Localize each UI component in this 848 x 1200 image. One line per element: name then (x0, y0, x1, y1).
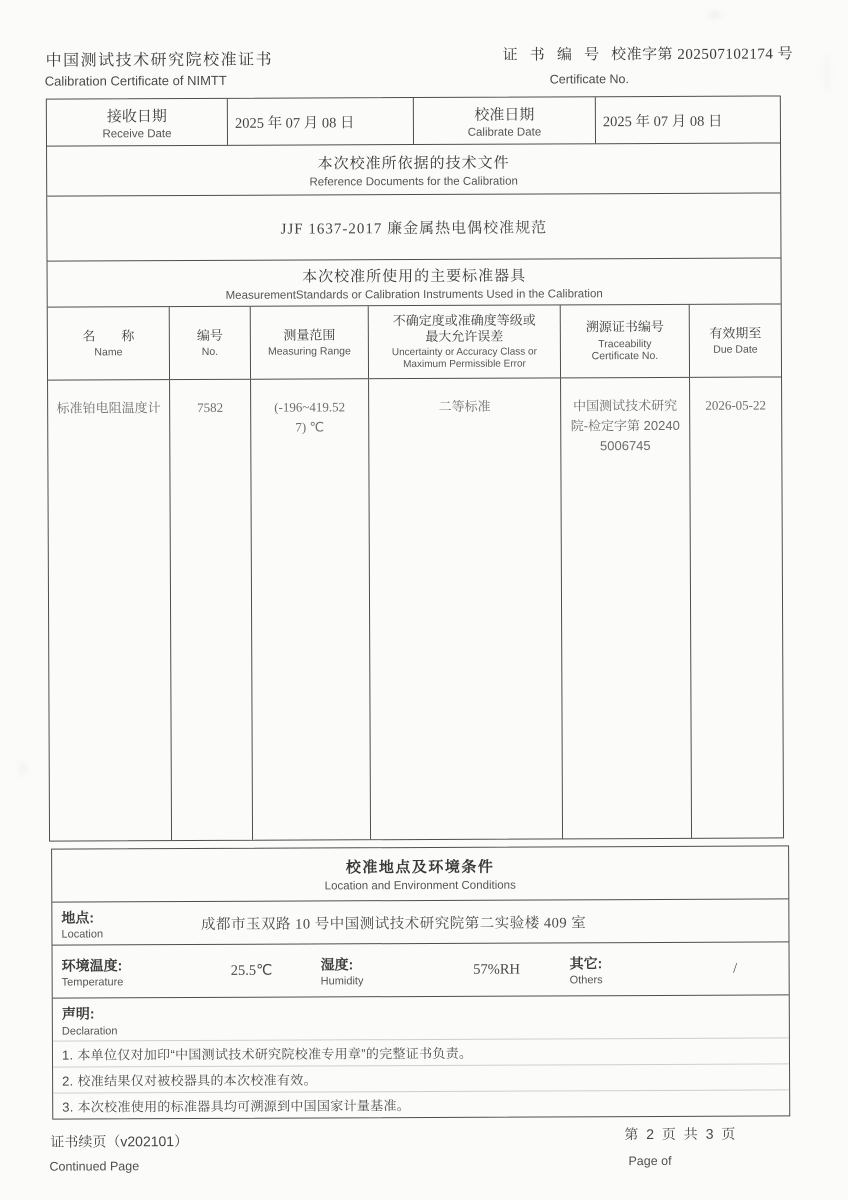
standards-column-headers (48, 303, 781, 379)
column-header-uncertainty: 不确定度或准确度等级或 最大允许误差 Uncertainty or Accuracy Class or Maximum Permissible Error (369, 305, 561, 378)
dates-row (47, 96, 780, 145)
temperature-label: 环境温度: Temperature (61, 956, 124, 989)
humidity-label: 湿度: Humidity (320, 955, 364, 988)
others-label: 其它: Others (569, 954, 603, 987)
certificate-number-label-cn: 证 书 编 号 (502, 46, 604, 64)
reference-content-row (47, 192, 780, 260)
reference-document: JJF 1637-2017 廉金属热电偶校准规范 (280, 219, 548, 238)
standard-traceability-no: 中国测试技术研究 院-检定字第 20240 5006745 (561, 378, 692, 839)
scan-artifact (824, 53, 830, 93)
document-title-cn: 中国测试技术研究院校准证书 (45, 51, 274, 70)
others-value: / (733, 960, 738, 977)
standards-header-cn: 本次校准所使用的主要标准器具 (302, 267, 527, 286)
location-header-cn: 校准地点及环境条件 (345, 858, 495, 877)
page-number-en: Page of (628, 1153, 672, 1169)
reference-header-cn: 本次校准所依据的技术文件 (317, 154, 510, 172)
continued-page-label-en: Continued Page (49, 1159, 140, 1174)
temperature-value: 25.5℃ (230, 962, 273, 979)
declaration-label: 声明: Declaration (61, 1005, 118, 1038)
standards-data-row (48, 376, 783, 840)
location-header-en: Location and Environment Conditions (324, 879, 516, 893)
page-number-cn: 第 2 页 共 3 页 (624, 1125, 738, 1143)
document-title-en: Calibration Certificate of NIMTT (44, 72, 227, 89)
scan-artifact (19, 762, 27, 776)
column-header-due-date: 有效期至 Due Date (709, 325, 762, 356)
certificate-number-value: 校准字第 202507102174 号 (611, 46, 794, 64)
location-label: 地点: Location (61, 908, 104, 941)
declaration-item-3: 3. 本次校准使用的标准器具均可溯源到中国国家计量基准。 (53, 1089, 789, 1118)
certificate-number-label-en: Certificate No. (549, 72, 629, 87)
column-header-name: 名 称 Name (48, 307, 170, 380)
standard-measuring-range: (-196~419.52 7) ℃ (251, 379, 371, 840)
continued-page-label-cn: 证书续页（v202101） (50, 1133, 189, 1150)
reference-section-header (47, 142, 780, 195)
receive-date-value: 2025 年 07 月 08 日 (228, 98, 414, 145)
receive-date-label-cn: 接收日期 (106, 107, 167, 125)
receive-date-label-en: Receive Date (102, 127, 172, 140)
scan-artifact (707, 11, 721, 19)
column-header-measuring-range: 测量范围 Measuring Range (251, 306, 369, 379)
standard-name: 标准铂电阻温度计 (48, 380, 172, 841)
column-header-traceability: 溯源证书编号 Traceability Certificate No. (561, 305, 690, 378)
location-environment-box (51, 845, 790, 1119)
standards-header-en: MeasurementStandards or Calibration Instruments Used in the Calibration (225, 287, 603, 302)
standards-section-header (48, 257, 781, 306)
declaration-item-1: 1. 本单位仅对加印“中国测试技术研究院校准专用章”的完整证书负责。 (53, 1037, 789, 1066)
declaration-item-2: 2. 校准结果仅对被校器具的本次校准有效。 (53, 1063, 789, 1092)
calibrate-date-value: 2025 年 07 月 08 日 (602, 113, 723, 130)
calibrate-date-label-cell (414, 97, 596, 144)
standard-no: 7582 (170, 380, 253, 840)
location-section-header (52, 846, 788, 901)
column-header-no: 编号 No. (170, 307, 251, 379)
certificate-number-line (503, 42, 794, 64)
calibration-main-table (46, 95, 784, 841)
environment-row (53, 942, 789, 998)
standard-due-date: 2026-05-22 (705, 397, 767, 413)
calibrate-date-label-en: Calibrate Date (467, 125, 542, 139)
location-row (52, 898, 788, 945)
calibrate-date-label-cn: 校准日期 (474, 106, 535, 124)
humidity-value: 57%RH (473, 961, 521, 978)
declaration-section (53, 994, 790, 1118)
standard-uncertainty: 二等标准 (369, 378, 563, 839)
reference-header-en: Reference Documents for the Calibration (309, 175, 518, 188)
receive-date-label-cell (47, 99, 228, 146)
location-value: 成都市玉双路 10 号中国测试技术研究院第二实验楼 409 室 (200, 914, 587, 933)
